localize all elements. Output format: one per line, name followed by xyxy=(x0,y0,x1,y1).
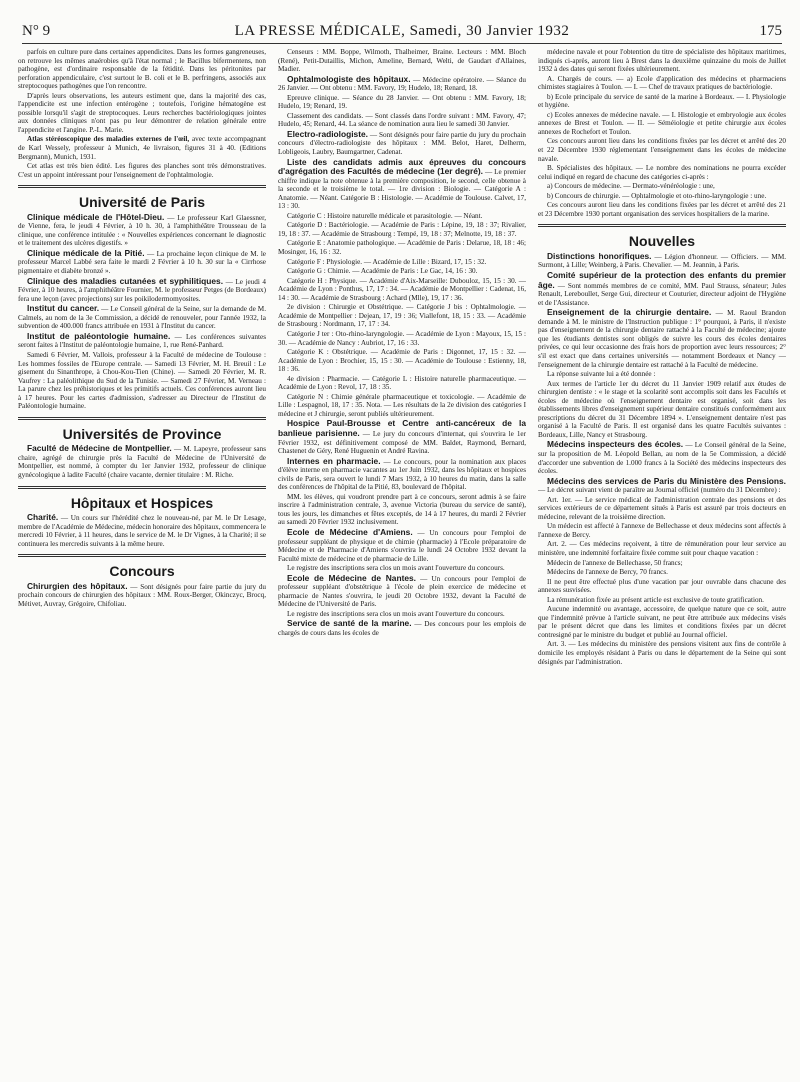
paragraph: Catégorie E : Anatomie pathologique. — Académie de Paris : Delarue, 18, 18 : 46; Mosinger, 16, 16 : 32. xyxy=(278,239,526,257)
item-body: — Le professeur Karl Glaessner, de Vienne, fera, le jeudi 4 Février, à 10 h. 30, à l'amphithéâtre Trousseau de la clinique, une conférence intitulée : « Nouvelles expériences concernant le diagnostic et le traitement des ulcères digestifs. » xyxy=(18,213,266,248)
paragraph: Epreuve clinique. — Séance du 28 Janvier. — Ont obtenu : MM. Favory, 18; Hudelo, 19; Renard, 19. xyxy=(278,93,526,111)
paragraph: Catégorie H : Physique. — Académie d'Aix-Marseille: Dubouloz, 15, 15 : 30. — Académie de Lyon : Ponthus, 17, 17 : 34. — Académie de Montpellier : Cadenat, 16, 14 : 30. — Académie de Strasbourg : Achard (Mlle), 19, 17 : 36. xyxy=(278,276,526,302)
item-title: Faculté de Médecine de Montpellier. xyxy=(27,443,172,454)
paragraph: Aucune indemnité ou avantage, accessoire, de quelque nature que ce soit, autre que l'indemnité prévue à l'article suivant, ne peut être attribuée aux médecins visés par le présent décret que dans les limites et conditions fixées par un décret contresigné par le ministre du budget et publié au Journal officiel. xyxy=(538,605,786,639)
paragraph: Classement des candidats. — Sont classés dans l'ordre suivant : MM. Favory, 47; Hudelo, 45; Renard, 44. La séance de nomination aura lieu le samedi 30 Janvier. xyxy=(278,111,526,129)
item-title: Ecole de Médecine d'Amiens. xyxy=(287,526,413,537)
item-title: Chirurgien des hôpitaux. xyxy=(27,580,128,591)
paragraph: Il ne peut être effectué plus d'une vacation par jour ouvrable dans chacune des annexes susvisées. xyxy=(538,577,786,595)
news-item xyxy=(278,528,526,563)
item-body: — Le premier chiffre indique la note obtenue à la première composition, le second, celle obtenue à la seconde et le troisième le total. — 1re division : Biologie. — Catégorie A : Anatomie. — Néant. Catégorie B : Histologie. — Académie de Toulouse. Calvet, 17, 13 : 30. xyxy=(278,168,526,211)
news-item xyxy=(18,513,266,548)
item-body: — Sont nommés membres de ce comité, MM. Paul Strauss, sénateur; Jules Renault, Lereboullet, Serge Gui, directeur et Couturier, directeur adjoint de l'Hygiène et de l'Assistance. xyxy=(538,281,786,307)
item-title: Distinctions honorifiques. xyxy=(547,250,652,261)
item-title: Ecole de Médecine de Nantes. xyxy=(287,572,416,583)
item-body: — Le jeudi 4 Février, à 10 heures, à l'amphithéâtre Fournier, M. le professeur Petges (de Bordeaux) fera une leçon (avec projections) sur les poikilodermomyosites. xyxy=(18,277,266,303)
paragraph: Aux termes de l'article 1er du décret du 11 Janvier 1909 relatif aux études de chirurgien dentiste : « le stage et la scolarité sont accomplis soit dans les Facultés et écoles de médecine où l'enseignement dentaire est organisé, soit dans les établissements libres d'enseignement supérieur dentaire constitués conformément aux prescriptions du décret du 31 Décembre 1894 ». L'enseignement dentaire n'est pas organisé à la Faculté de Paris. Il est organisé dans les quatre Facultés suivantes : Bordeaux, Lille, Nancy et Strasbourg. xyxy=(538,379,786,439)
paragraph: Le registre des inscriptions sera clos un mois avant l'ouverture du concours. xyxy=(287,609,505,618)
section-rule xyxy=(18,417,266,420)
section-heading: Universités de Province xyxy=(62,425,222,442)
item-body: — Le Conseil général de la Seine, sur la proposition de M. Léopold Bellan, au nom de la 5e Commission, a décidé d'accorder une subvention de 1.000 francs à la Société des médecins inspecteurs des écoles. xyxy=(538,441,786,476)
page-number: 175 xyxy=(759,23,782,39)
item-title: Clinique médicale de la Pitié. xyxy=(27,247,145,258)
paragraph: Cet atlas est très bien édité. Les figures des planches sont très démonstratives. C'est un appoint intéressant pour l'enseignement de l'ophtalmologie. xyxy=(18,162,266,179)
item-body: — Légion d'honneur. — Officiers. — MM. Surmont, à Lille; Weinberg, à Paris. Chevalier. — M. Jeannin, à Paris. xyxy=(538,252,786,270)
paragraph: Le registre des inscriptions sera clos un mois avant l'ouverture du concours. xyxy=(287,564,505,573)
paragraph: Art. 3. — Les médecins du ministère des pensions visitent aux fins de contrôle à domicile les employés résidant à Paris ou dans le département de la Seine qui sont désignés par l'administration. xyxy=(538,640,786,666)
item-title: Clinique des maladies cutanées et syphilitiques. xyxy=(27,275,224,286)
section-heading: Université de Paris xyxy=(78,194,206,211)
item-body: — M. Lapeyre, professeur sans chaire, agrégé de chirurgie près la Faculté de Médecine de l'Université de Montpellier, est nommé, à compter du 1er Janvier 1932, professeur de clinique gynécologique à ladite Faculté (chaire vacante, dernier titulaire : M. Riche. xyxy=(18,445,266,479)
journal-title: LA PRESSE MÉDICALE, Samedi, 30 Janvier 1932 xyxy=(234,23,570,39)
item-title: Institut de paléontologie humaine. xyxy=(27,330,171,341)
column-3 xyxy=(538,48,786,1078)
page-header xyxy=(22,14,782,44)
section-heading: Nouvelles xyxy=(628,233,696,250)
item-body: — Médecine opératoire. — Séance du 26 Janvier. — Ont obtenu : MM. Favory, 19; Hudelo, 18; Renard, 18. xyxy=(278,75,526,93)
atlas-body: avec texte accompagnant de Karl Wessely, professeur à Munich, 4e livraison, figures 31 à 40. (Editions Bergmann), Munich, 1931. xyxy=(18,135,266,161)
paragraph: a) Concours de médecine. — Dermato-vénéréologie : une, xyxy=(547,182,715,191)
news-item xyxy=(538,477,786,495)
news-item xyxy=(278,457,526,492)
news-item xyxy=(538,252,786,270)
issue-number: N° 9 xyxy=(22,23,51,39)
paragraph: Médecin de l'annexe de Bellechasse, 50 francs; xyxy=(547,558,683,567)
item-body: — Le Conseil général de la Seine, sur la demande de M. Calmels, au nom de la 3e Commission, a décidé de renouveler, pour l'année 1932, la subvention de 400.000 francs attribuée en 1931 à l'Institut du cancer. xyxy=(18,305,266,331)
item-body: — Un concours pour l'emploi de professeur suppléant de physique et de chimie (pharmacie) à l'Ecole préparatoire de Médecine et de Pharmacie d'Amiens s'ouvrira le lundi 24 Octobre 1932 devant la Faculté mixte de médecine et de pharmacie de Lille. xyxy=(278,528,526,563)
news-item xyxy=(278,419,526,455)
item-title: Institut du cancer. xyxy=(27,303,100,314)
paragraph: 4e division : Pharmacie. — Catégorie L : Histoire naturelle pharmaceutique. — Académie de Lyon : Revol, 17, 18 : 35. xyxy=(278,374,526,392)
news-item xyxy=(18,582,266,609)
news-item xyxy=(18,304,266,331)
news-item xyxy=(538,308,786,369)
item-title: Service de santé de la marine. xyxy=(287,618,412,629)
paragraph: Catégorie G : Chimie. — Académie de Paris : Le Gac, 14, 16 : 30. xyxy=(287,267,478,276)
paragraph: Catégorie J ter : Oto-rhino-laryngologie. — Académie de Lyon : Mayoux, 15, 15 : 30. — Académie de Nancy : Aubriot, 17, 16 : 33. xyxy=(278,329,526,347)
column-1 xyxy=(18,48,266,1078)
news-item xyxy=(18,213,266,248)
atlas-review xyxy=(18,135,266,161)
section-rule xyxy=(18,486,266,489)
news-item xyxy=(278,619,526,637)
columns xyxy=(18,48,788,1078)
paragraph: MM. les élèves, qui voudront prendre part à ce concours, seront admis à se faire inscrire à l'administration centrale, 3, avenue Victoria (bureau du service de santé), tous les jours, les dimanches et fêtes exceptés, de 14 à 17 heures, du mardi 2 Février au samedi 20 Février 1932 inclusivement. xyxy=(278,492,526,527)
item-body: — Un cours sur l'hérédité chez le nouveau-né, par M. le Dr Lesage, membre de l'Académie de Médecine, médecin honoraire des hôpitaux, commencera le mercredi 10 Février, à 11 heures, dans le service de M. le Dr Vignes, à la Charité; il se continuera les mercredis suivants à la même heure. xyxy=(18,514,266,548)
paragraph: Ces concours auront lieu dans les conditions fixées par les décret et arrêté des 21 et 23 Décembre 1930 portant organisation des services hospitaliers de la marine. xyxy=(538,201,786,218)
item-body: — La prochaine leçon clinique de M. le professeur Marcel Labbé sera faite le mardi 2 Février à 10 h. 30 sur la « Cirrhose pigmentaire et diabète bronzé ». xyxy=(18,249,266,276)
news-item xyxy=(538,440,786,475)
paragraph: médecine navale et pour l'obtention du titre de spécialiste des hôpitaux maritimes, indiqués ci-après, auront lieu à Brest dans la deuxième quinzaine du mois de Juillet 1932 à des dates qui seront fixées ultérieurement. xyxy=(538,48,786,74)
item-body: — Le jury du concours d'internat, qui s'ouvrira le 1er Février 1932, est définitivement composé de MM. Baldet, Raymond, Bernard, Chastenet de Géry, René Huguenin et André Ravina. xyxy=(278,429,526,456)
paragraph: 2e division : Chirurgie et Obstétrique. — Catégorie J bis : Ophtalmologie. — Académie de Montpellier : Dejean, 17, 19 : 36; Viallefont, 18, 15 : 33. — Académie de Strasbourg : Nordmann, 17, 17 : 34. xyxy=(278,303,526,329)
item-title: Liste des candidats admis aux épreuves du concours d'agrégation des Facultés de médecine (1er degré). xyxy=(278,156,526,177)
news-item xyxy=(18,249,266,276)
section-heading: Concours xyxy=(109,563,175,580)
news-item xyxy=(278,574,526,609)
item-title: Enseignement de la chirurgie dentaire. xyxy=(547,307,712,318)
paragraph: Censeurs : MM. Boppe, Wilmoth, Thalheimer, Braine. Lecteurs : MM. Bloch (René), Petit-Dutaillis, Michon, Ameline, Bernard, Welti, de Gaudart d'Allaines, Madier. xyxy=(278,48,526,74)
item-body: — Sont désignés pour faire partie du jury du prochain concours de chirurgien des hôpitaux : MM. Roux-Berger, Okinczyc, Brocq, Métivet, Auvray, Grégoire, Chifoliau. xyxy=(18,582,266,608)
item-title: Médecins des services de Paris du Ministère des Pensions. xyxy=(547,475,786,486)
paragraph: c) Ecoles annexes de médecine navale. — I. Histologie et embryologie aux écoles annexes de Brest et Toulon. — II. — Séméiologie et petite chirurgie aux écoles annexes de Rochefort et Toulon. xyxy=(538,110,786,136)
paragraph: Catégorie C : Histoire naturelle médicale et parasitologie. — Néant. xyxy=(287,211,483,220)
column-2 xyxy=(278,48,526,1078)
paragraph: Art. 2. — Ces médecins reçoivent, à titre de rémunération pour leur service au ministère, une indemnité forfaitaire fixée comme suit pour chaque vacation : xyxy=(538,540,786,557)
item-body: — Sont désignés pour faire partie du jury du prochain concours d'électro-radiologiste des hôpitaux : MM. Belot, Haret, Delherm, Lobligeois, Laubry, Baumgartner, Cadenat. xyxy=(278,130,526,157)
paragraph: b) Concours de chirurgie. — Ophtalmologie et oto-rhino-laryngologie : une. xyxy=(547,191,767,200)
news-item xyxy=(278,75,526,93)
item-title: Charité. xyxy=(27,512,59,523)
paragraph: B. Spécialistes des hôpitaux. — Le nombre des nominations ne pourra excéder celui indiqué en regard de chacune des catégories ci-après : xyxy=(538,164,786,181)
item-body: — M. Raoul Brandon demande à M. le ministre de l'Instruction publique : 1° pourquoi, à Paris, il n'existe pas d'enseignement de la chirurgie dentaire rattaché à la Faculté de médecine; ajoute que les étudiants dentistes sont obligés de suivre les cours des écoles dentaires privées, ce qui leur occasionne des frais hors de proportion avec leurs ressources; 2° s'il est exact que dans certaines universités — notamment Bordeaux et Nancy — l'enseignement de la chirurgie dentaire est rattaché à la Faculté de médecine. xyxy=(538,309,786,369)
section-rule xyxy=(18,554,266,557)
atlas-title: Atlas stéréoscopique des maladies externes de l'œil, xyxy=(27,135,190,144)
section-rule xyxy=(538,224,786,227)
item-body: — Un concours pour l'emploi de professeur suppléant d'obstétrique à l'école de plein exercice de médecine et pharmacie de Nantes s'ouvrira, le jeudi 20 Octobre 1932, devant la Faculté de Médecine de l'Université de Paris. xyxy=(278,574,526,609)
paragraph: Art. 1er. — Le service médical de l'administration centrale des pensions et des services extérieurs de ce département situés à Paris est assuré par trois docteurs en médecine, relevant de la troisième direction. xyxy=(538,495,786,521)
item-title: Hospice Paul-Brousse et Centre anti-cancéreux de la banlieue parisienne. xyxy=(278,418,526,438)
section-heading: Hôpitaux et Hospices xyxy=(70,494,214,511)
item-body: — Les conférences suivantes seront faites à l'Institut de paléontologie humaine, 1, rue René-Panhard. xyxy=(18,332,266,350)
paragraph: Catégorie F : Physiologie. — Académie de Lille : Bizard, 17, 15 : 32. xyxy=(287,257,487,266)
news-item xyxy=(18,277,266,304)
item-body: — Le décret suivant vient de paraître au Journal officiel (numéro du 31 Décembre) : xyxy=(538,486,781,495)
paragraph: Médecins de l'annexe de Bercy, 70 francs. xyxy=(547,568,668,577)
section-rule xyxy=(18,185,266,188)
item-title: Médecins inspecteurs des écoles. xyxy=(547,439,684,450)
paragraph: b) Ecole principale du service de santé de la marine à Bordeaux. — I. Physiologie et hygiène. xyxy=(538,92,786,110)
paragraph: D'après leurs observations, les auteurs estiment que, dans la majorité des cas, l'appendicite est une infection entérogène ; toutefois, l'origine hématogène est possible lorsqu'il s'agit de streptocoques. Leurs recherches bactériologiques jointes aux données cliniques n'ont pas pu leur démontrer de relation générale entre l'appendicite et l'angine. P.-L. Marie. xyxy=(18,91,266,134)
paragraph: parfois en culture pure dans certaines appendicites. Dans les formes gangreneuses, on retrouve les mêmes anaérobies qu'à l'état normal ; le Bacillus bifermentens, non pathogène, est d'ordinaire responsable de la fétidité. Dans les péritonites par perforation appendiculaire, c'est surtout le B. coli et le B. perfringens, associés aux streptocoques pathogènes que l'on rencontre. xyxy=(18,48,266,91)
paragraph: Catégorie K : Obstétrique. — Académie de Paris : Digonnet, 17, 15 : 32. — Académie de Lyon : Brochier, 15, 15 : 30. — Académie de Toulouse : Estienny, 18, 18 : 36. xyxy=(278,348,526,374)
item-title: Clinique médicale de l'Hôtel-Dieu. xyxy=(27,211,165,222)
item-title: Ophtalmologiste des hôpitaux. xyxy=(287,73,411,84)
item-body: — Le concours, pour la nomination aux places d'élève interne en pharmacie vacantes au 1er Juin 1932, dans les hôpitaux et hospices civils de Paris, sera ouvert le lundi 7 Mars 1932, à 10 heures du matin, dans la salle des conférences de l'hôpital de la Pitié, 83, boulevard de l'hôpital. xyxy=(278,457,526,492)
news-item xyxy=(538,271,786,307)
item-title: Internes en pharmacie. xyxy=(287,455,381,466)
news-item xyxy=(278,158,526,211)
item-title: Electro-radiologiste. xyxy=(287,128,368,139)
paragraph: La rémunération fixée au présent article est exclusive de toute gratification. xyxy=(547,595,764,604)
paragraph: Catégorie N : Chimie générale pharmaceutique et toxicologie. — Académie de Lille : Lespagnol, 18, 17 : 35. Nota. — Les résultats de la 2e division des catégories I médecine et J chirurgie, seront publiés ultérieurement. xyxy=(278,392,526,418)
news-item xyxy=(278,130,526,157)
item-body: — Des concours pour les emplois de chargés de cours dans les écoles de xyxy=(278,620,526,637)
news-item xyxy=(18,444,266,479)
paragraph: Ces concours auront lieu dans les conditions fixées par les décret et arrêté des 20 et 22 Décembre 1930 réglementant l'enseignement dans les écoles de médecine navale. xyxy=(538,137,786,163)
paragraph: A. Chargés de cours. — a) Ecole d'application des médecins et pharmaciens chimistes stagiaires à Toulon. — I. — Chef de travaux pratiques de bactériologie. xyxy=(538,74,786,92)
paragraph: Catégorie D : Bactériologie. — Académie de Paris : Lépine, 19, 18 : 37; Rivalier, 19, 18 : 37. — Académie de Strasbourg : Tempé, 19, 18 : 37; Melnotte, 19, 18 : 37. xyxy=(278,221,526,238)
news-item xyxy=(18,332,266,350)
item-title: Comité supérieur de la protection des enfants du premier âge. xyxy=(538,270,786,290)
paragraph: Samedi 6 Février, M. Vallois, professeur à la Faculté de médecine de Toulouse : Les hommes fossiles de l'Europe centrale. — Samedi 13 Février, M. H. Breuil : Le gisement du Sinanthrope, à Chou-Kou-Tien (Chine). — Samedi 20 Février, M. R. Vaufrey : La paléolithique du Sud de la Tunisie. — Samedi 27 Février, M. Verneau : La parure chez les préhistoriques et les primitifs actuels. Ces conférences auront lieu à 17 heures. Pour les cartes d'admission, s'adresser au Directeur de l'Institut de Paléontologie humaine. xyxy=(18,350,266,411)
paragraph: Un médecin est affecté à l'annexe de Bellechasse et deux médecins sont affectés à l'annexe de Bercy. xyxy=(538,522,786,539)
paragraph: La réponse suivante lui a été donnée : xyxy=(547,370,656,379)
